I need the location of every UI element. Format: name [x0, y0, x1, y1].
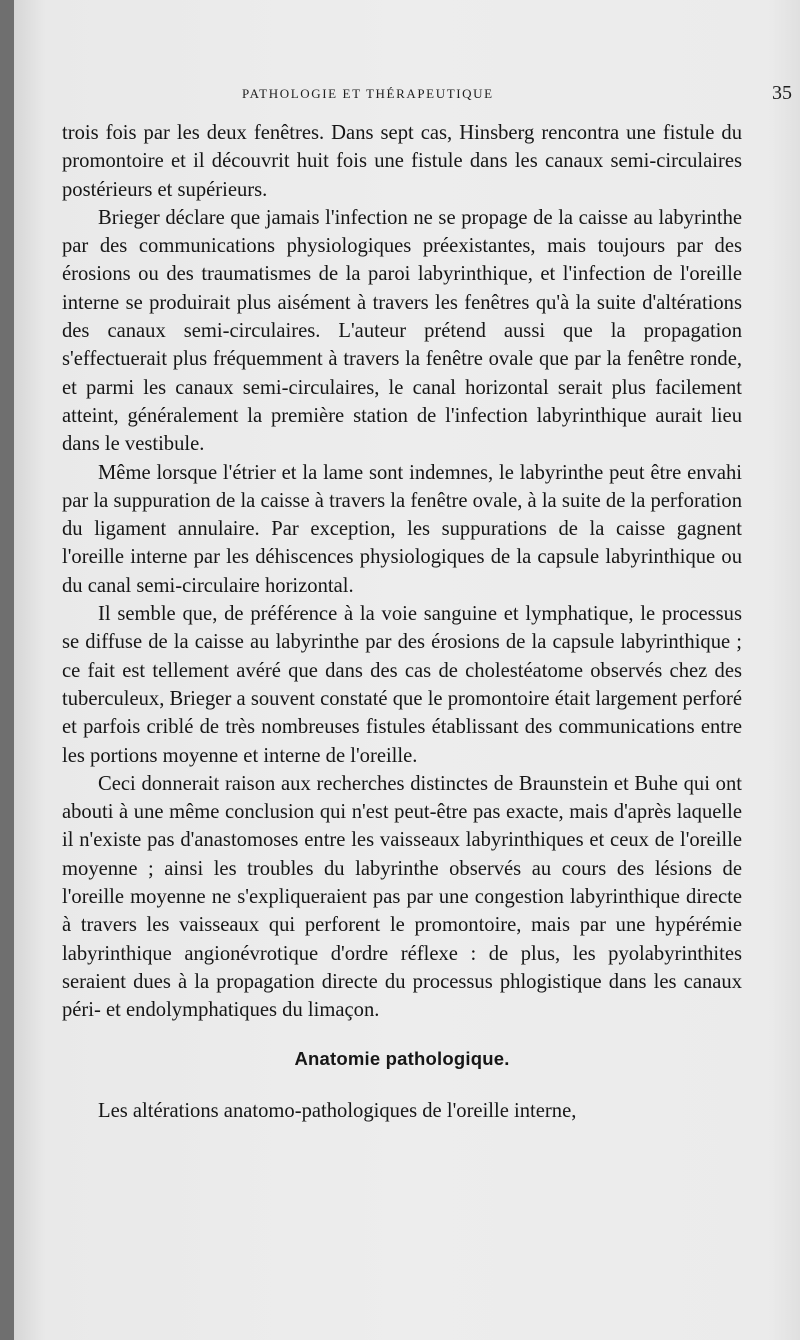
paragraph: Brieger déclare que jamais l'infection ne se propage de la caisse au labyrinthe par des communications physiologiques préexistantes, mais toujours par des érosions ou des traumatismes de la paroi labyrinthique, et l'infection de l'oreille interne se produirait plus aisément à travers les fenêtres qu'à la suite d'altérations des canaux semi-circulaires. L'auteur prétend aussi que la propagation s'effectuerait plus fréquemment à travers la fenêtre ovale que par la fenêtre ronde, et parmi les canaux semi-circulaires, le canal horizontal serait plus facilement atteint, généralement la première station de l'infection labyrinthique aurait lieu dans le vestibule. [62, 206, 742, 456]
paragraph: Les altérations anatomo-pathologiques de l'oreille interne, [98, 1099, 577, 1122]
paragraph: Même lorsque l'étrier et la lame sont indemnes, le labyrinthe peut être envahi par la suppuration de la caisse à travers la fenêtre ovale, à la suite de la perforation du ligament annulaire. Par exception, les suppurations de la caisse gagnent l'oreille interne par les déhiscences physiologiques de la capsule labyrinthique ou du canal semi-circulaire horizontal. [62, 461, 742, 597]
page-number: 35 [772, 82, 792, 104]
paragraph: trois fois par les deux fenêtres. Dans sept cas, Hinsberg rencontra une fistule du promontoire et il découvrit huit fois une fistule dans les canaux semi-circulaires postérieurs et supérieurs. [62, 122, 742, 201]
running-title: PATHOLOGIE ET THÉRAPEUTIQUE [242, 86, 494, 101]
body-text [62, 119, 742, 1125]
book-page [14, 0, 800, 1340]
paragraph: Il semble que, de préférence à la voie sanguine et lymphatique, le processus se diffuse de la caisse au labyrinthe par des érosions de la capsule labyrinthique ; ce fait est tellement avéré que dans des cas de cholestéatome observés chez des tuberculeux, Brieger a souvent constaté que le promontoire était largement perforé et parfois criblé de très nombreuses fistules établissant des communications entre les portions moyenne et interne de l'oreille. [62, 603, 742, 767]
page-header [14, 84, 800, 108]
section-heading: Anatomie pathologique. [294, 1047, 510, 1069]
paragraph: Ceci donnerait raison aux recherches distinctes de Braunstein et Buhe qui ont abouti à une même conclusion qui n'est peut-être pas exacte, mais d'après laquelle il n'existe pas d'anastomoses entre les vaisseaux labyrinthiques et ceux de l'oreille moyenne ; ainsi les troubles du labyrinthe observés au cours des lésions de l'oreille moyenne ne s'expliqueraient pas par une congestion labyrinthique directe à travers les vaisseaux qui perforent le promontoire, mais par une hypérémie labyrinthique angionévrotique d'ordre réflexe : de plus, les pyolabyrinthites seraient dues à la propagation directe du processus phlogistique dans les canaux péri- et endolymphatiques du limaçon. [62, 772, 742, 1022]
